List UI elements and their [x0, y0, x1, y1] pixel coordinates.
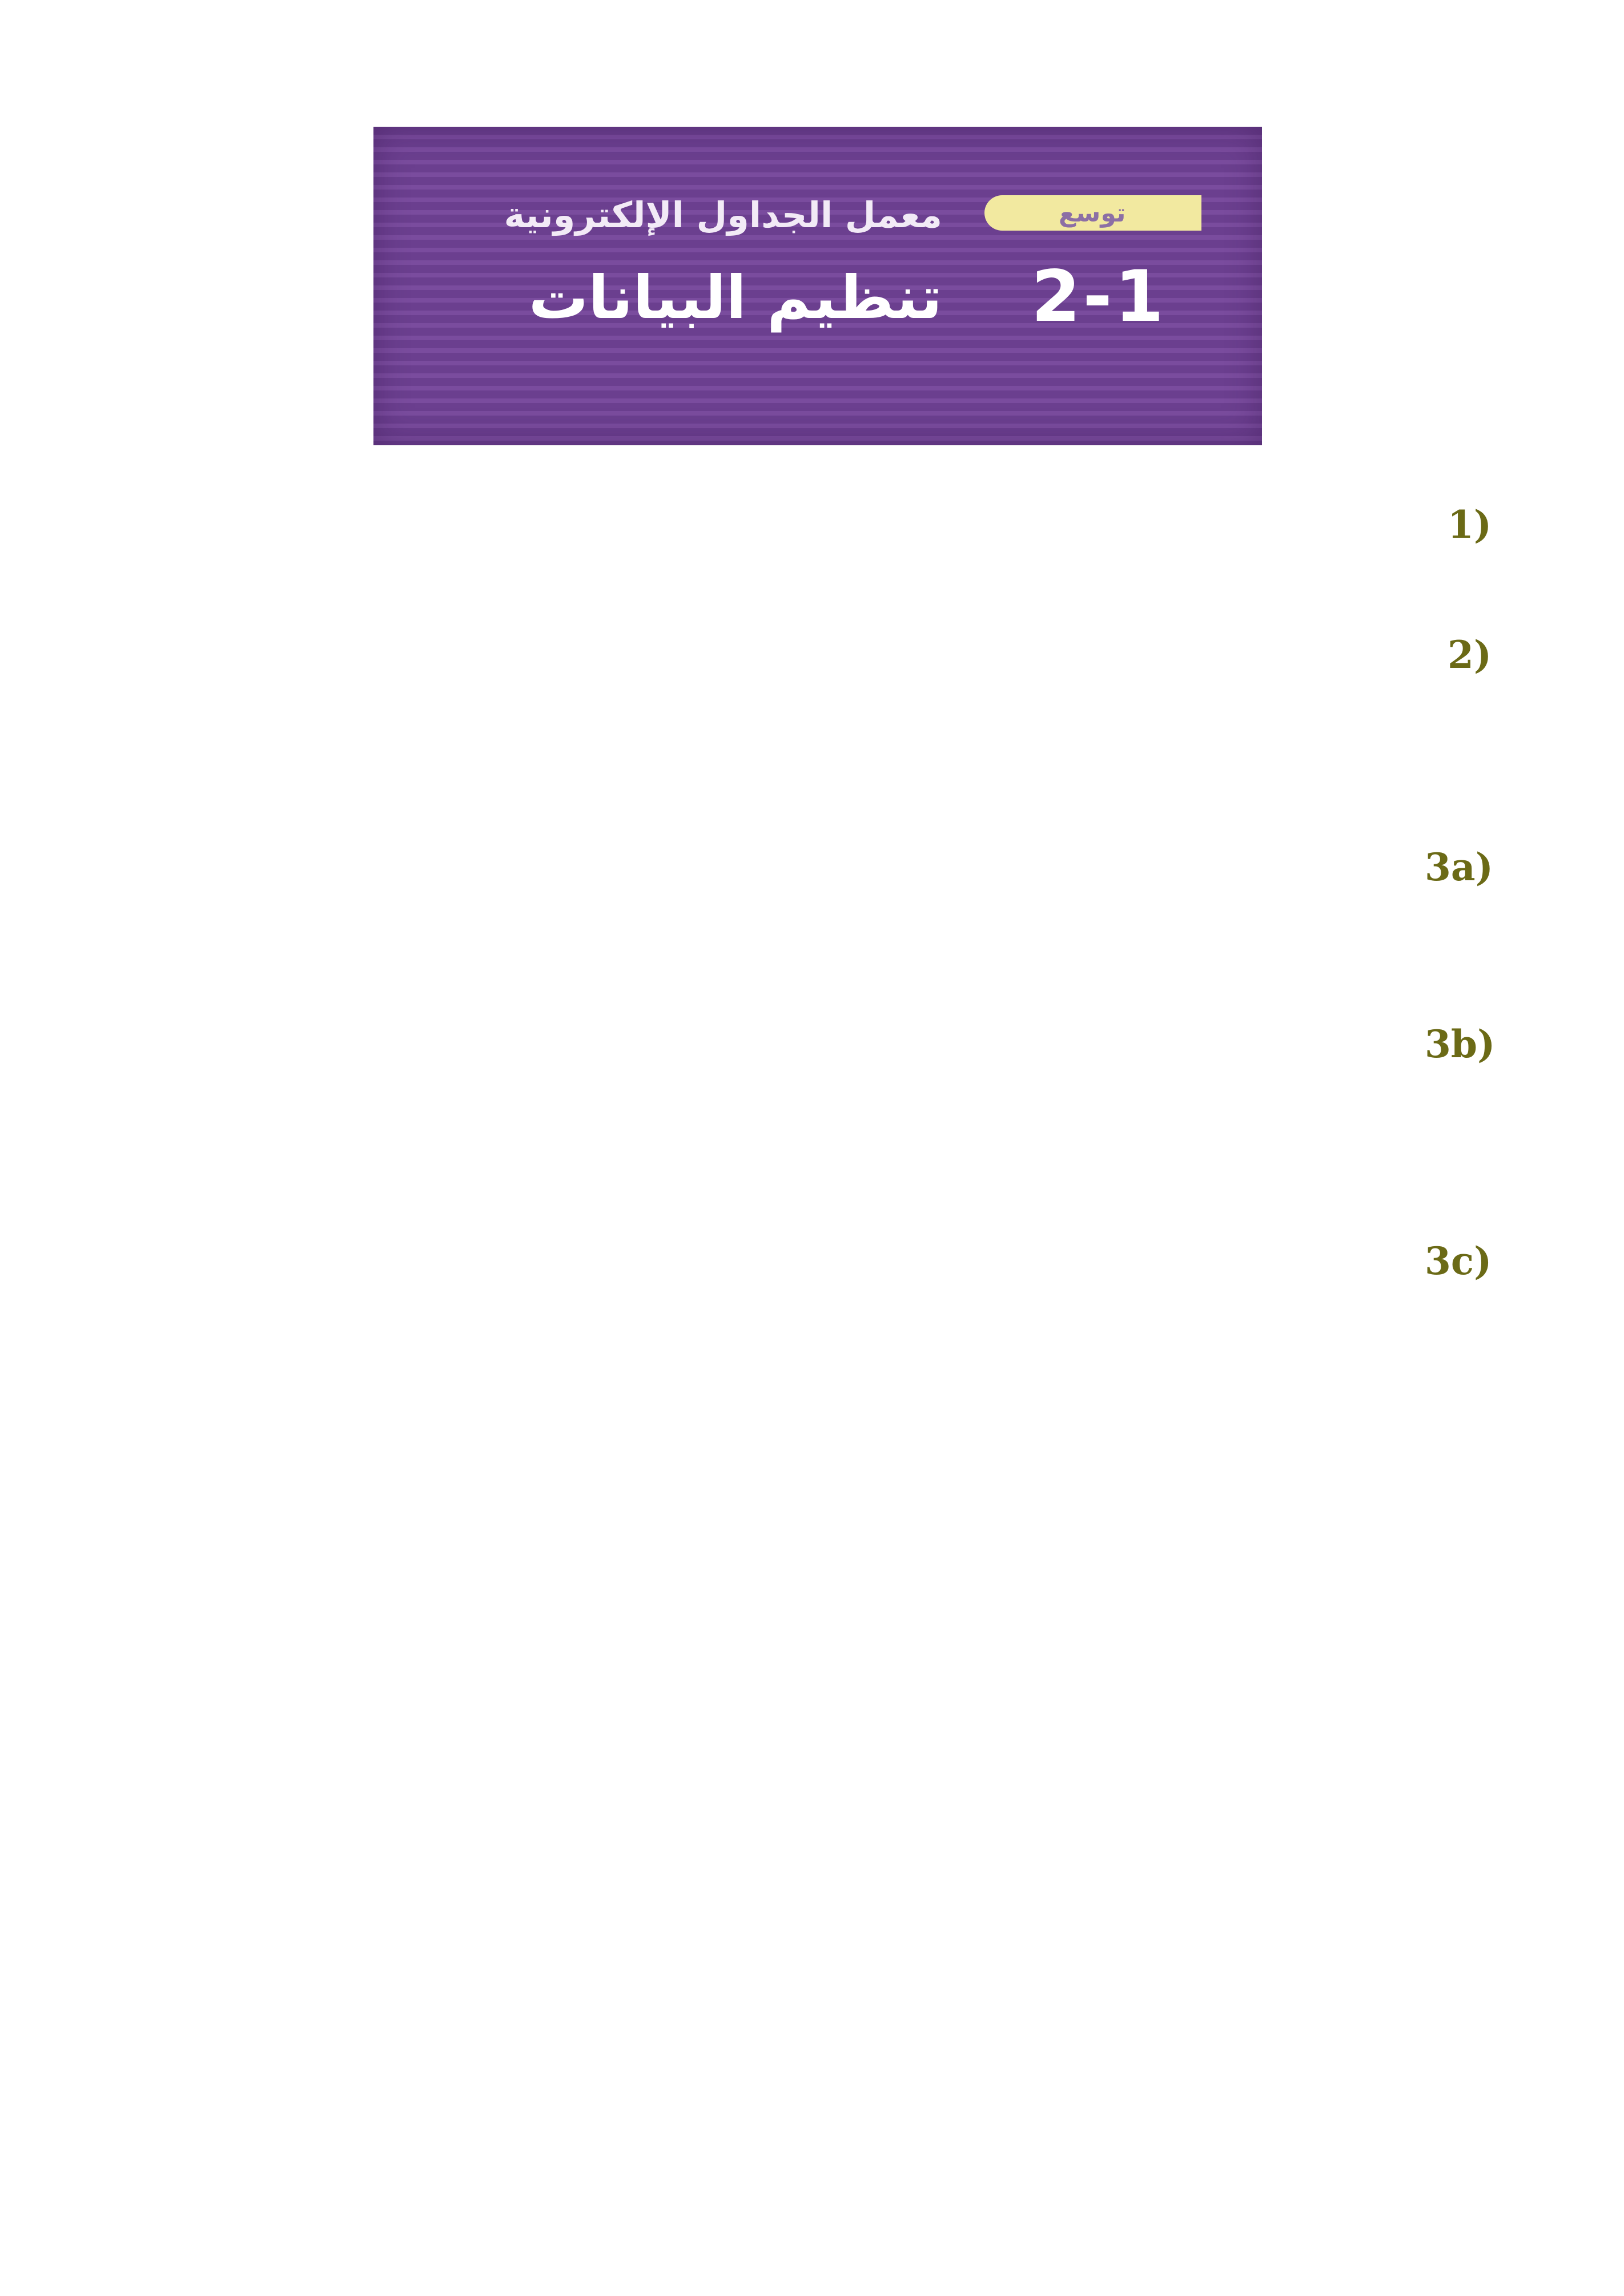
answer-marker: 3a)	[1425, 845, 1493, 889]
lesson-title: تنظيم البيانات	[528, 263, 942, 332]
answer-marker: 1)	[1448, 502, 1492, 547]
answer-marker: 2)	[1448, 633, 1492, 677]
answer-marker: 3b)	[1425, 1022, 1496, 1066]
banner-subtitle: معمل الجداول الإلكترونية	[504, 194, 942, 236]
banner-tag-label: توسع	[1059, 199, 1126, 228]
lesson-number: 2-1	[1031, 256, 1167, 338]
answer-marker: 3c)	[1425, 1239, 1492, 1283]
